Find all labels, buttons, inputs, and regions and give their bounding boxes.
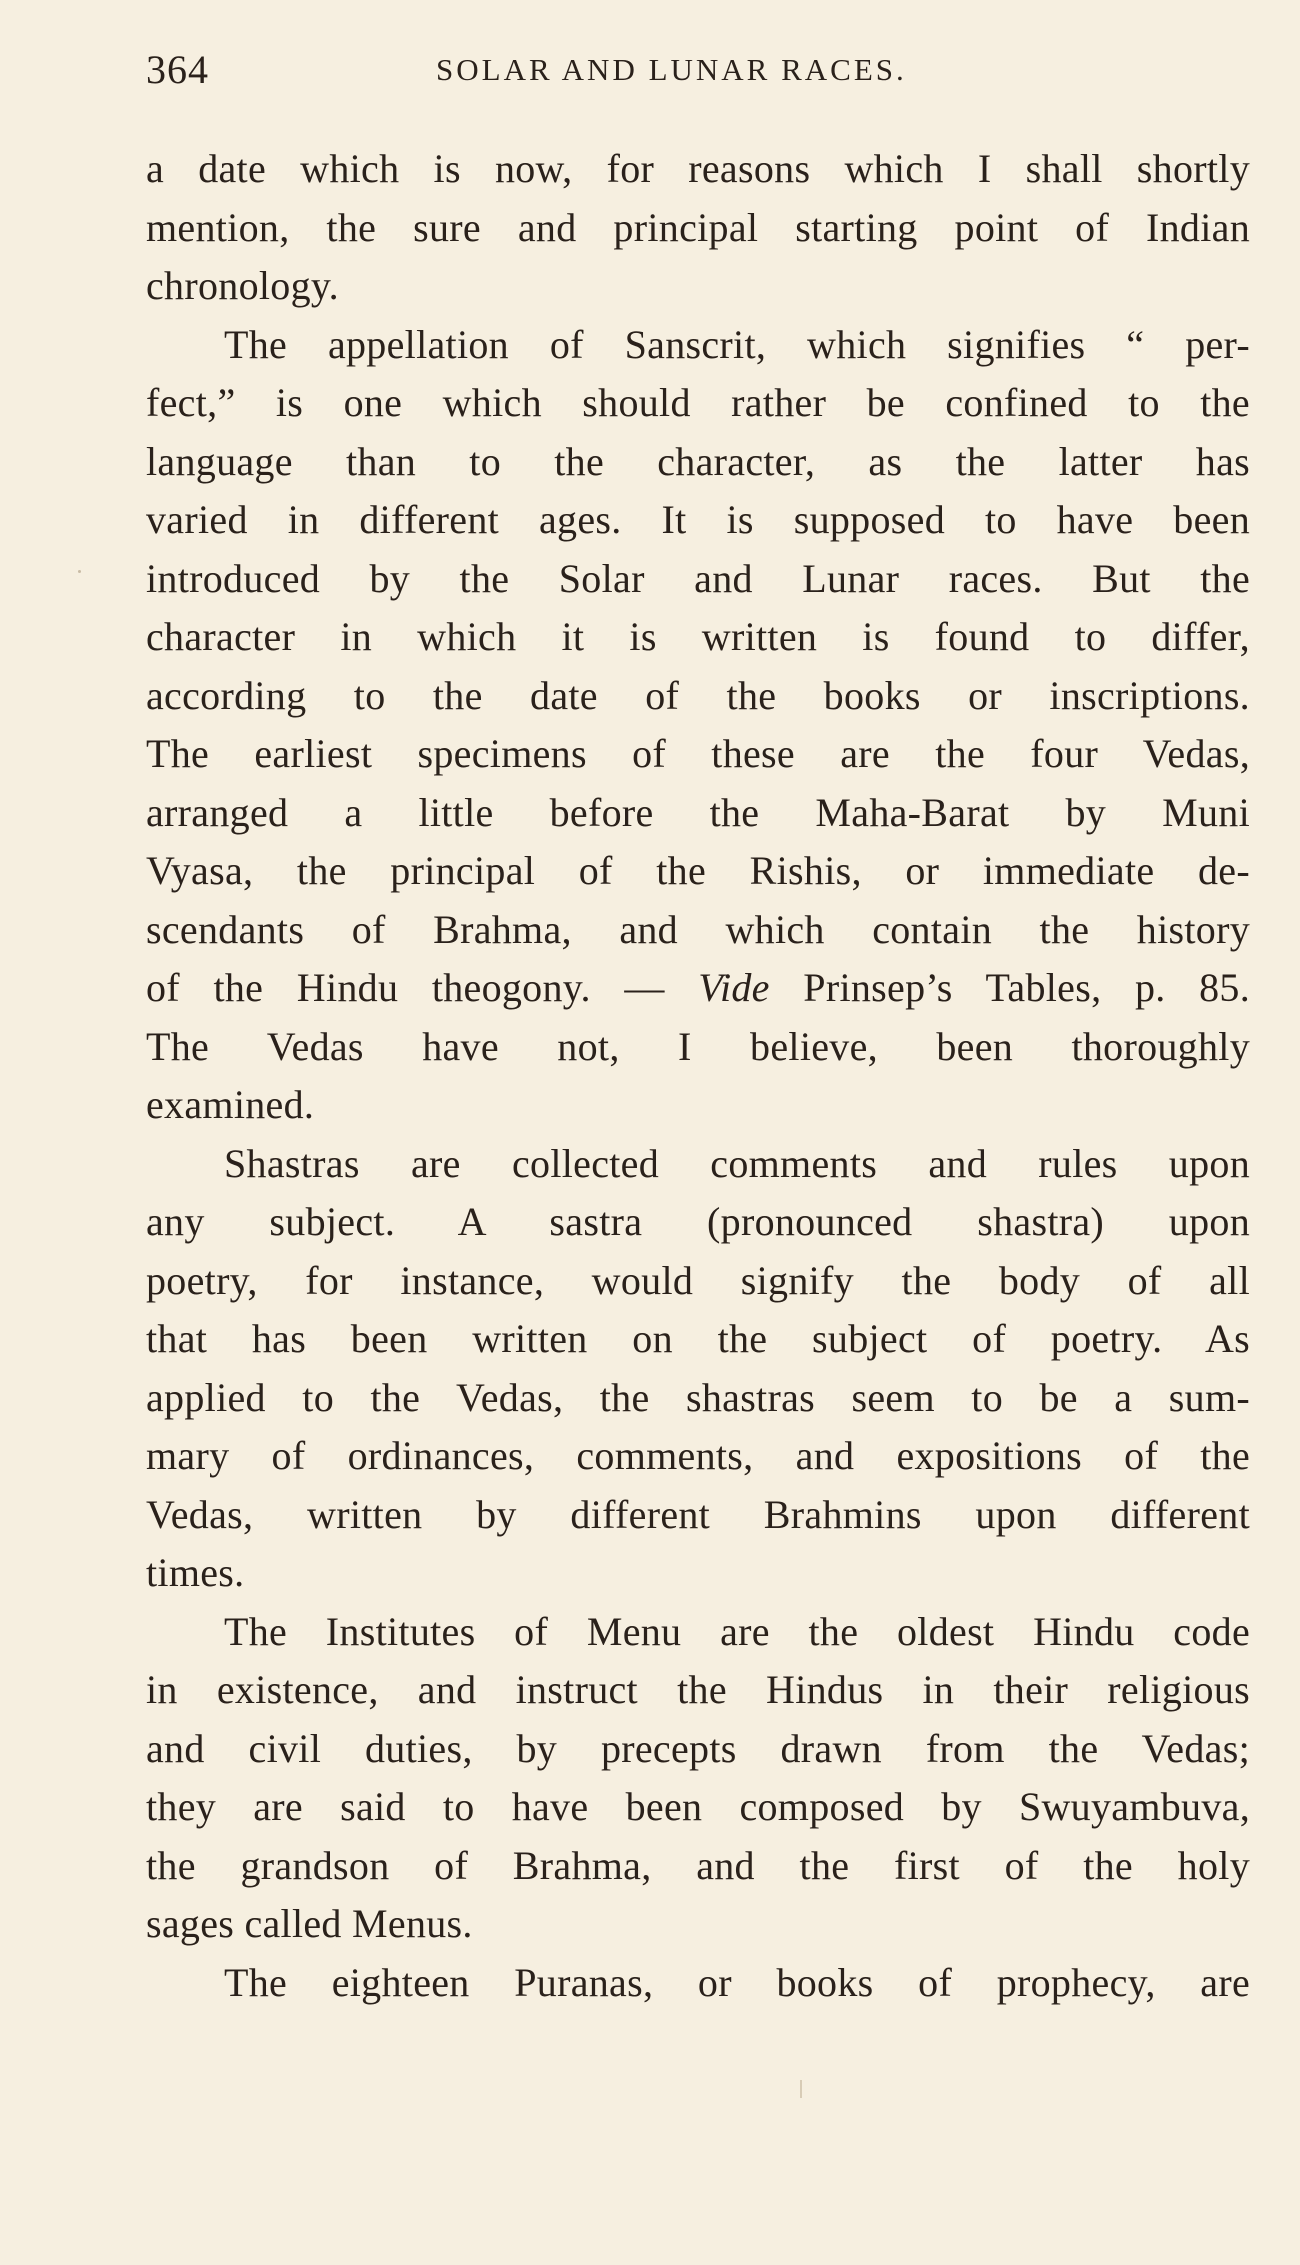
- paragraph-puranas: [146, 1954, 1250, 2013]
- text-line: The Institutes of Menu are the oldest Hindu code: [224, 1608, 1250, 1654]
- text-line: The appellation of Sanscrit, which signifies “ per-: [224, 321, 1250, 367]
- text-line: Shastras are collected comments and rules upon: [224, 1140, 1250, 1186]
- text-line: a date which is now, for reasons which I shall shortly: [146, 146, 1250, 191]
- text-line: mention, the sure and principal starting point of Indian: [146, 204, 1250, 250]
- paper-speck: [78, 570, 81, 573]
- text-line: and civil duties, by precepts drawn from the Vedas;: [146, 1725, 1250, 1771]
- text-line: mary of ordinances, comments, and expositions of the: [146, 1433, 1250, 1478]
- text-line: they are said to have been composed by Swuyambuva,: [146, 1784, 1250, 1829]
- text-line: The eighteen Puranas, or books of prophecy, are: [224, 1959, 1250, 2005]
- text-line: examined.: [146, 1082, 315, 1127]
- paper-mark: [800, 2080, 802, 2098]
- text-line: The earliest specimens of these are the four Vedas,: [146, 731, 1250, 776]
- text-line: character in which it is written is found to differ,: [146, 614, 1250, 659]
- text-line: sages called Menus.: [146, 1901, 473, 1946]
- paragraph-shastras: [146, 1135, 1250, 1603]
- text-line: varied in different ages. It is supposed to have been: [146, 497, 1250, 542]
- text-line: scendants of Brahma, and which contain the history: [146, 906, 1250, 952]
- text-line: the grandson of Brahma, and the first of the holy: [146, 1842, 1250, 1888]
- text-line: Vedas, written by different Brahmins upon different: [146, 1491, 1250, 1537]
- text-line: introduced by the Solar and Lunar races. But the: [146, 555, 1250, 601]
- text-line: that has been written on the subject of poetry. As: [146, 1316, 1250, 1361]
- vide-italic: Vide: [698, 965, 770, 1010]
- text-line: fect,” is one which should rather be confined to the: [146, 380, 1250, 425]
- text-line: according to the date of the books or inscriptions.: [146, 672, 1250, 718]
- paragraph-menu: [146, 1603, 1250, 1954]
- text-line: chronology.: [146, 263, 339, 308]
- text-line: in existence, and instruct the Hindus in their religious: [146, 1667, 1250, 1712]
- vide-after: Prinsep’s Tables, p. 85.: [769, 965, 1250, 1010]
- text-line: poetry, for instance, would signify the body of all: [146, 1257, 1250, 1303]
- text-line: The Vedas have not, I believe, been thoroughly: [146, 1023, 1250, 1069]
- page-header: [146, 46, 1250, 106]
- text-line-vide: [146, 959, 1250, 1018]
- page-number: 364: [146, 47, 209, 92]
- paragraph-sanscrit: [146, 316, 1250, 1135]
- text-line: applied to the Vedas, the shastras seem to be a sum-: [146, 1374, 1250, 1420]
- text-line: any subject. A sastra (pronounced shastra) upon: [146, 1199, 1250, 1244]
- paragraph-continuation: [146, 140, 1250, 316]
- text-line: Vyasa, the principal of the Rishis, or immediate de-: [146, 848, 1250, 893]
- text-line: language than to the character, as the latter has: [146, 438, 1250, 484]
- body-text: [146, 140, 1250, 2012]
- text-line: arranged a little before the Maha-Barat by Muni: [146, 789, 1250, 835]
- text-line: times.: [146, 1550, 245, 1595]
- running-title: SOLAR AND LUNAR RACES.: [436, 52, 907, 87]
- vide-before: of the Hindu theogony. —: [146, 965, 699, 1010]
